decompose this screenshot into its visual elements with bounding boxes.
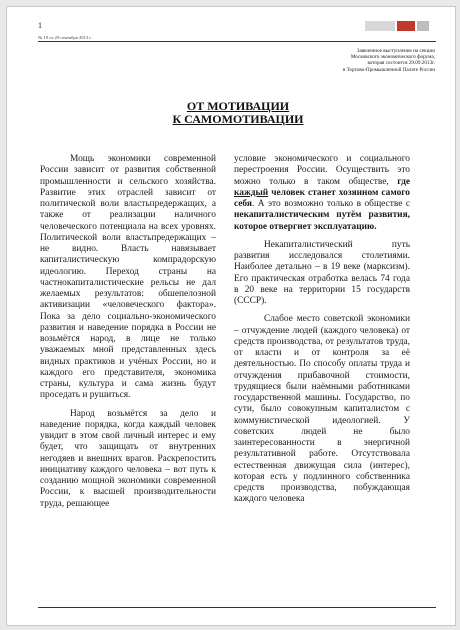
header-note-line: Московского экономического форума, (350, 54, 435, 61)
header-rule (38, 41, 436, 42)
text-run: условие экономического и социального перестроения России. Осуществить это можно только в таком обществе, (234, 154, 410, 187)
bold-run: где каждый человек станет хозяином самого себя (234, 176, 410, 209)
left-column (40, 154, 216, 517)
page-number: 1 (38, 21, 42, 30)
paragraph: Слабое место советской экономики – отчуждение людей (каждого человека) от средств производства, от результатов труда, от власти и от контроля за её деятельностью. По способу оплаты труда и отчуждения прибавочной стоимости, трудящиеся были наёмными работниками государственной машины. Государство, по сути, было совокупным капиталистом с коммунистической идеологией. У советских людей не было заинтересованности в энергичной результативной работе. Отсутствовала естественная движущая сила (интерес), которая есть у подлинного собственника средств производства, побуждающая каждого человека (234, 314, 410, 505)
header-note-line: в Торгово-Промышленной Палате России (342, 66, 435, 73)
footer-rule (38, 607, 436, 608)
document-page (6, 6, 456, 626)
paragraph (234, 154, 410, 233)
header-note (275, 48, 435, 73)
right-column (234, 154, 410, 513)
title-line-1: ОТ МОТИВАЦИИ (186, 99, 290, 113)
bold-run: некапиталистическим путём развития, которое отвергнет эксплуатацию. (234, 210, 410, 232)
header-note-line: которая состоится 29.09.2013г. (367, 60, 435, 67)
underlined-word: каждый (234, 187, 269, 198)
paragraph: Мощь экономики современной России зависит от развития собственной промышленности и сельского хозяйства. Развитие этих отраслей зависит от политической воли властьпредержащих, а также от реализации наличного человеческого потенциала на всех уровнях. Политической воли властьпредержащих – не видно. Власть навязывает капиталистическую компрадорскую идеологию. Переход страны на частнокапиталистические рельсы не дал желаемых результатов: обшепелозной активизации «человеческого фактора». Пока за дело социально-экономического развития и наведение порядка в России не возьмётся народ, в лице не только уважаемых мной представленных здесь видных практиков и учёных России, но и каждого его представителя, экономика страны, культура и сама жизнь будут проседать и рушиться. (40, 154, 216, 401)
issue-line: № 19 от 29 сентября 2013 г. (38, 35, 92, 40)
header-note-line: Заявленное выступление на секции (356, 48, 435, 54)
text-run: . А это возможно только в обществе с (251, 199, 410, 209)
newspaper-logo-icon (365, 19, 429, 33)
paragraph: Некапиталистический путь развития исследовался столетиями. Наиболее детально – в 19 веке (марксизм). Его практическая отработка велась 74 года в 20 веке на территории 15 государств (СССР). (234, 239, 410, 306)
paragraph: Народ возьмётся за дело и наведение порядка, когда каждый человек увидит в этом свой личный интерес и ему будет, что защищать от внутренних негодяев и внешних врагов. Раскрепостить инициативу каждого человека – вот путь к созданию мощной экономики современной России, к высшей производительности труда, решающее (40, 408, 216, 509)
article-title (39, 100, 437, 126)
title-line-2: К САМОМОТИВАЦИИ (172, 112, 304, 126)
